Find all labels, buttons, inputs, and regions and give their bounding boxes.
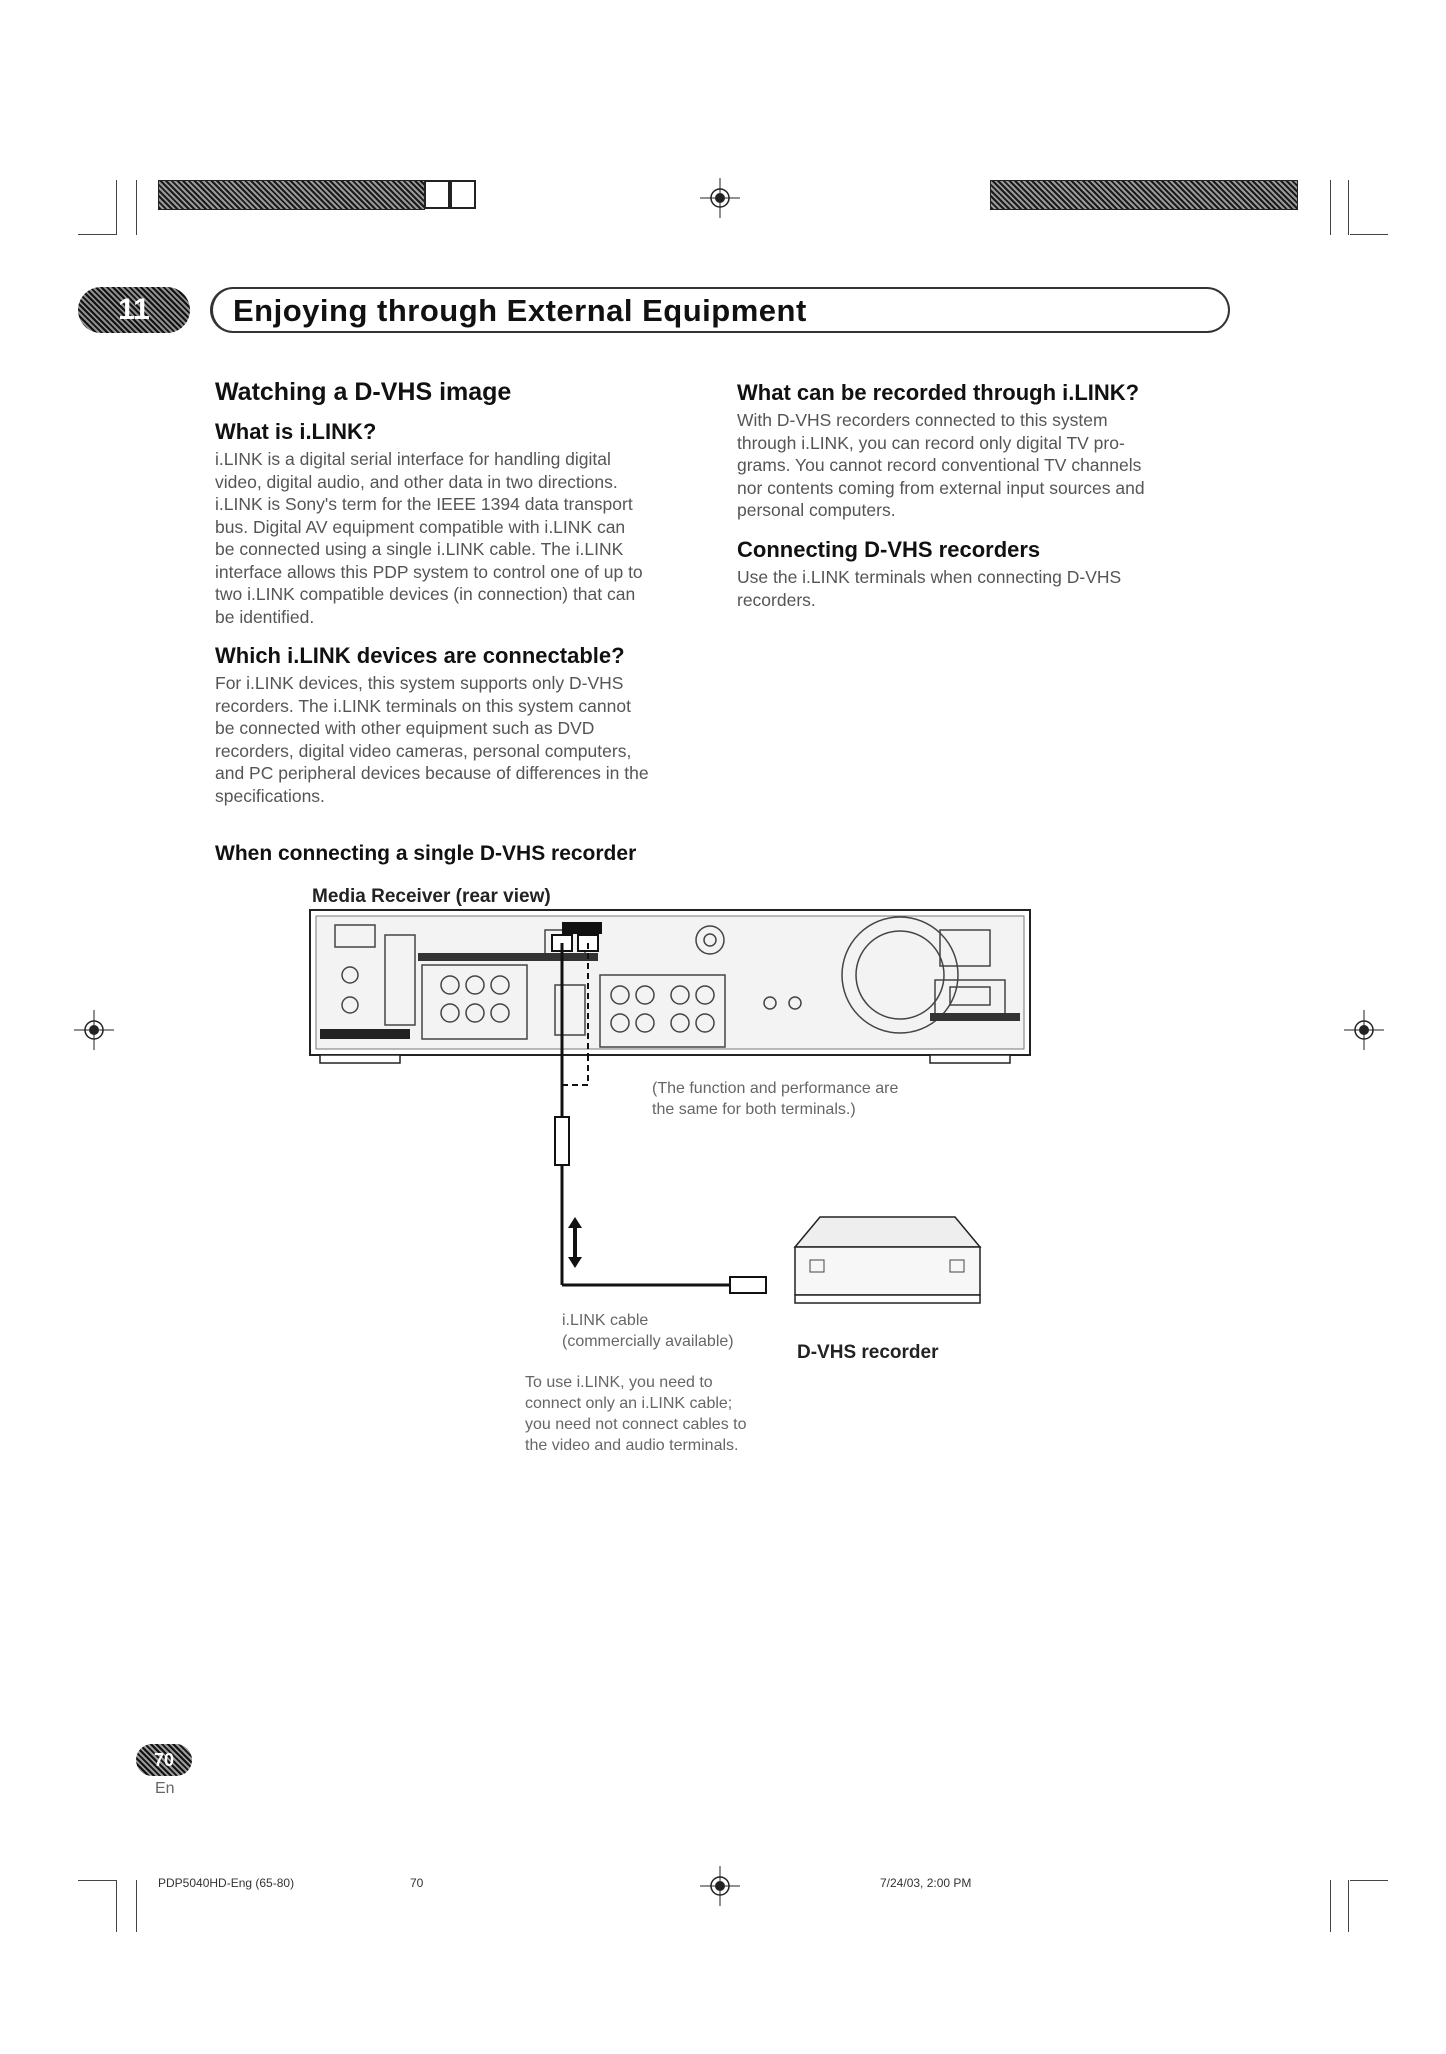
text-line: be identified.	[215, 606, 315, 627]
text-line: grams. You cannot record conventional TV channels	[737, 455, 1142, 475]
subheading-what-can-be-recorded: What can be recorded through i.LINK?	[737, 380, 1140, 405]
text-line: recorders.	[737, 589, 816, 610]
chapter-title-frame	[210, 287, 1230, 333]
note-line: (The function and performance are	[652, 1080, 899, 1097]
registration-target-icon	[1344, 1010, 1384, 1050]
footer-page: 70	[410, 1876, 424, 1890]
text-line: i.LINK is Sony's term for the IEEE 1394 data transport	[215, 494, 633, 514]
crop-mark	[78, 234, 116, 235]
text-line: bus. Digital AV equipment compatible with i.LINK can	[215, 516, 626, 537]
page-number-badge: 70	[136, 1744, 192, 1776]
language-label: En	[155, 1780, 175, 1797]
text-line: nor contents coming from external input sources and	[737, 477, 1145, 498]
text-line: Use the i.LINK terminals when connecting D-VHS	[737, 567, 1122, 587]
crop-mark	[1330, 1880, 1331, 1932]
crop-mark	[78, 1880, 116, 1881]
text-line: interface allows this PDP system to control one of up to	[215, 561, 643, 582]
diagram-heading: When connecting a single D-VHS recorder	[215, 842, 637, 865]
crop-mark	[1348, 180, 1349, 235]
media-receiver-rear-panel	[310, 910, 1030, 1063]
text-line: be connected with other equipment such as DVD	[215, 718, 595, 738]
text-line: recorders. The i.LINK terminals on this system cannot	[215, 695, 631, 716]
note-line: (commercially available)	[562, 1333, 734, 1350]
registration-target-icon	[700, 1866, 740, 1906]
chapter-number-badge: 11	[78, 287, 190, 333]
paragraph-what-is-ilink	[215, 448, 735, 628]
usage-note	[525, 1372, 747, 1456]
subheading-connecting-dvhs: Connecting D-VHS recorders	[737, 537, 1041, 562]
subheading-what-is-ilink: What is i.LINK?	[215, 419, 377, 444]
crop-mark	[1348, 1880, 1349, 1932]
note-line: i.LINK cable	[562, 1312, 649, 1329]
paragraph-what-can-be-recorded	[737, 409, 1237, 522]
crop-mark	[136, 180, 137, 235]
crop-mark	[1350, 234, 1388, 235]
crop-mark	[1330, 180, 1331, 235]
text-line: specifications.	[215, 785, 325, 806]
text-line: video, digital audio, and other data in two directions.	[215, 471, 618, 492]
crop-mark	[116, 1880, 117, 1932]
registration-box	[424, 180, 450, 209]
crop-mark	[1350, 1880, 1388, 1881]
text-line: For i.LINK devices, this system supports only D-VHS	[215, 673, 624, 693]
paragraph-which-devices	[215, 672, 735, 807]
double-arrow-icon	[568, 1217, 582, 1268]
footer-timestamp: 7/24/03, 2:00 PM	[880, 1876, 972, 1890]
registration-box	[450, 180, 476, 209]
note-line: you need not connect cables to	[525, 1416, 747, 1433]
note-line: connect only an i.LINK cable;	[525, 1395, 733, 1412]
text-line: be connected using a single i.LINK cable. The i.LINK	[215, 539, 624, 559]
terminal-note	[652, 1078, 898, 1120]
text-line: personal computers.	[737, 500, 896, 520]
note-line: To use i.LINK, you need to	[525, 1374, 713, 1391]
text-line: and PC peripheral devices because of differences in the	[215, 763, 649, 783]
note-line: the video and audio terminals.	[525, 1437, 739, 1454]
section-title: Watching a D-VHS image	[215, 378, 512, 406]
dvhs-recorder-label: D-VHS recorder	[797, 1342, 939, 1363]
cable-label	[562, 1310, 734, 1352]
text-line: through i.LINK, you can record only digital TV pro-	[737, 432, 1125, 453]
crop-mark	[136, 1880, 137, 1932]
text-line: i.LINK is a digital serial interface for handling digital	[215, 449, 611, 469]
registration-bar-left	[158, 180, 425, 210]
paragraph-connecting-dvhs	[737, 566, 1237, 611]
subheading-which-devices: Which i.LINK devices are connectable?	[215, 643, 625, 668]
registration-target-icon	[74, 1010, 114, 1050]
text-line: With D-VHS recorders connected to this system	[737, 410, 1108, 430]
chapter-title: Enjoying through External Equipment	[233, 293, 807, 328]
text-line: recorders, digital video cameras, personal computers,	[215, 740, 632, 761]
receiver-label: Media Receiver (rear view)	[312, 886, 551, 907]
registration-bar-right	[990, 180, 1298, 210]
text-line: two i.LINK compatible devices (in connection) that can	[215, 584, 636, 604]
crop-mark	[116, 180, 117, 235]
note-line: the same for both terminals.)	[652, 1101, 856, 1118]
dvhs-recorder	[795, 1217, 980, 1303]
registration-target-icon	[700, 178, 740, 218]
footer-filename: PDP5040HD-Eng (65-80)	[158, 1876, 295, 1890]
